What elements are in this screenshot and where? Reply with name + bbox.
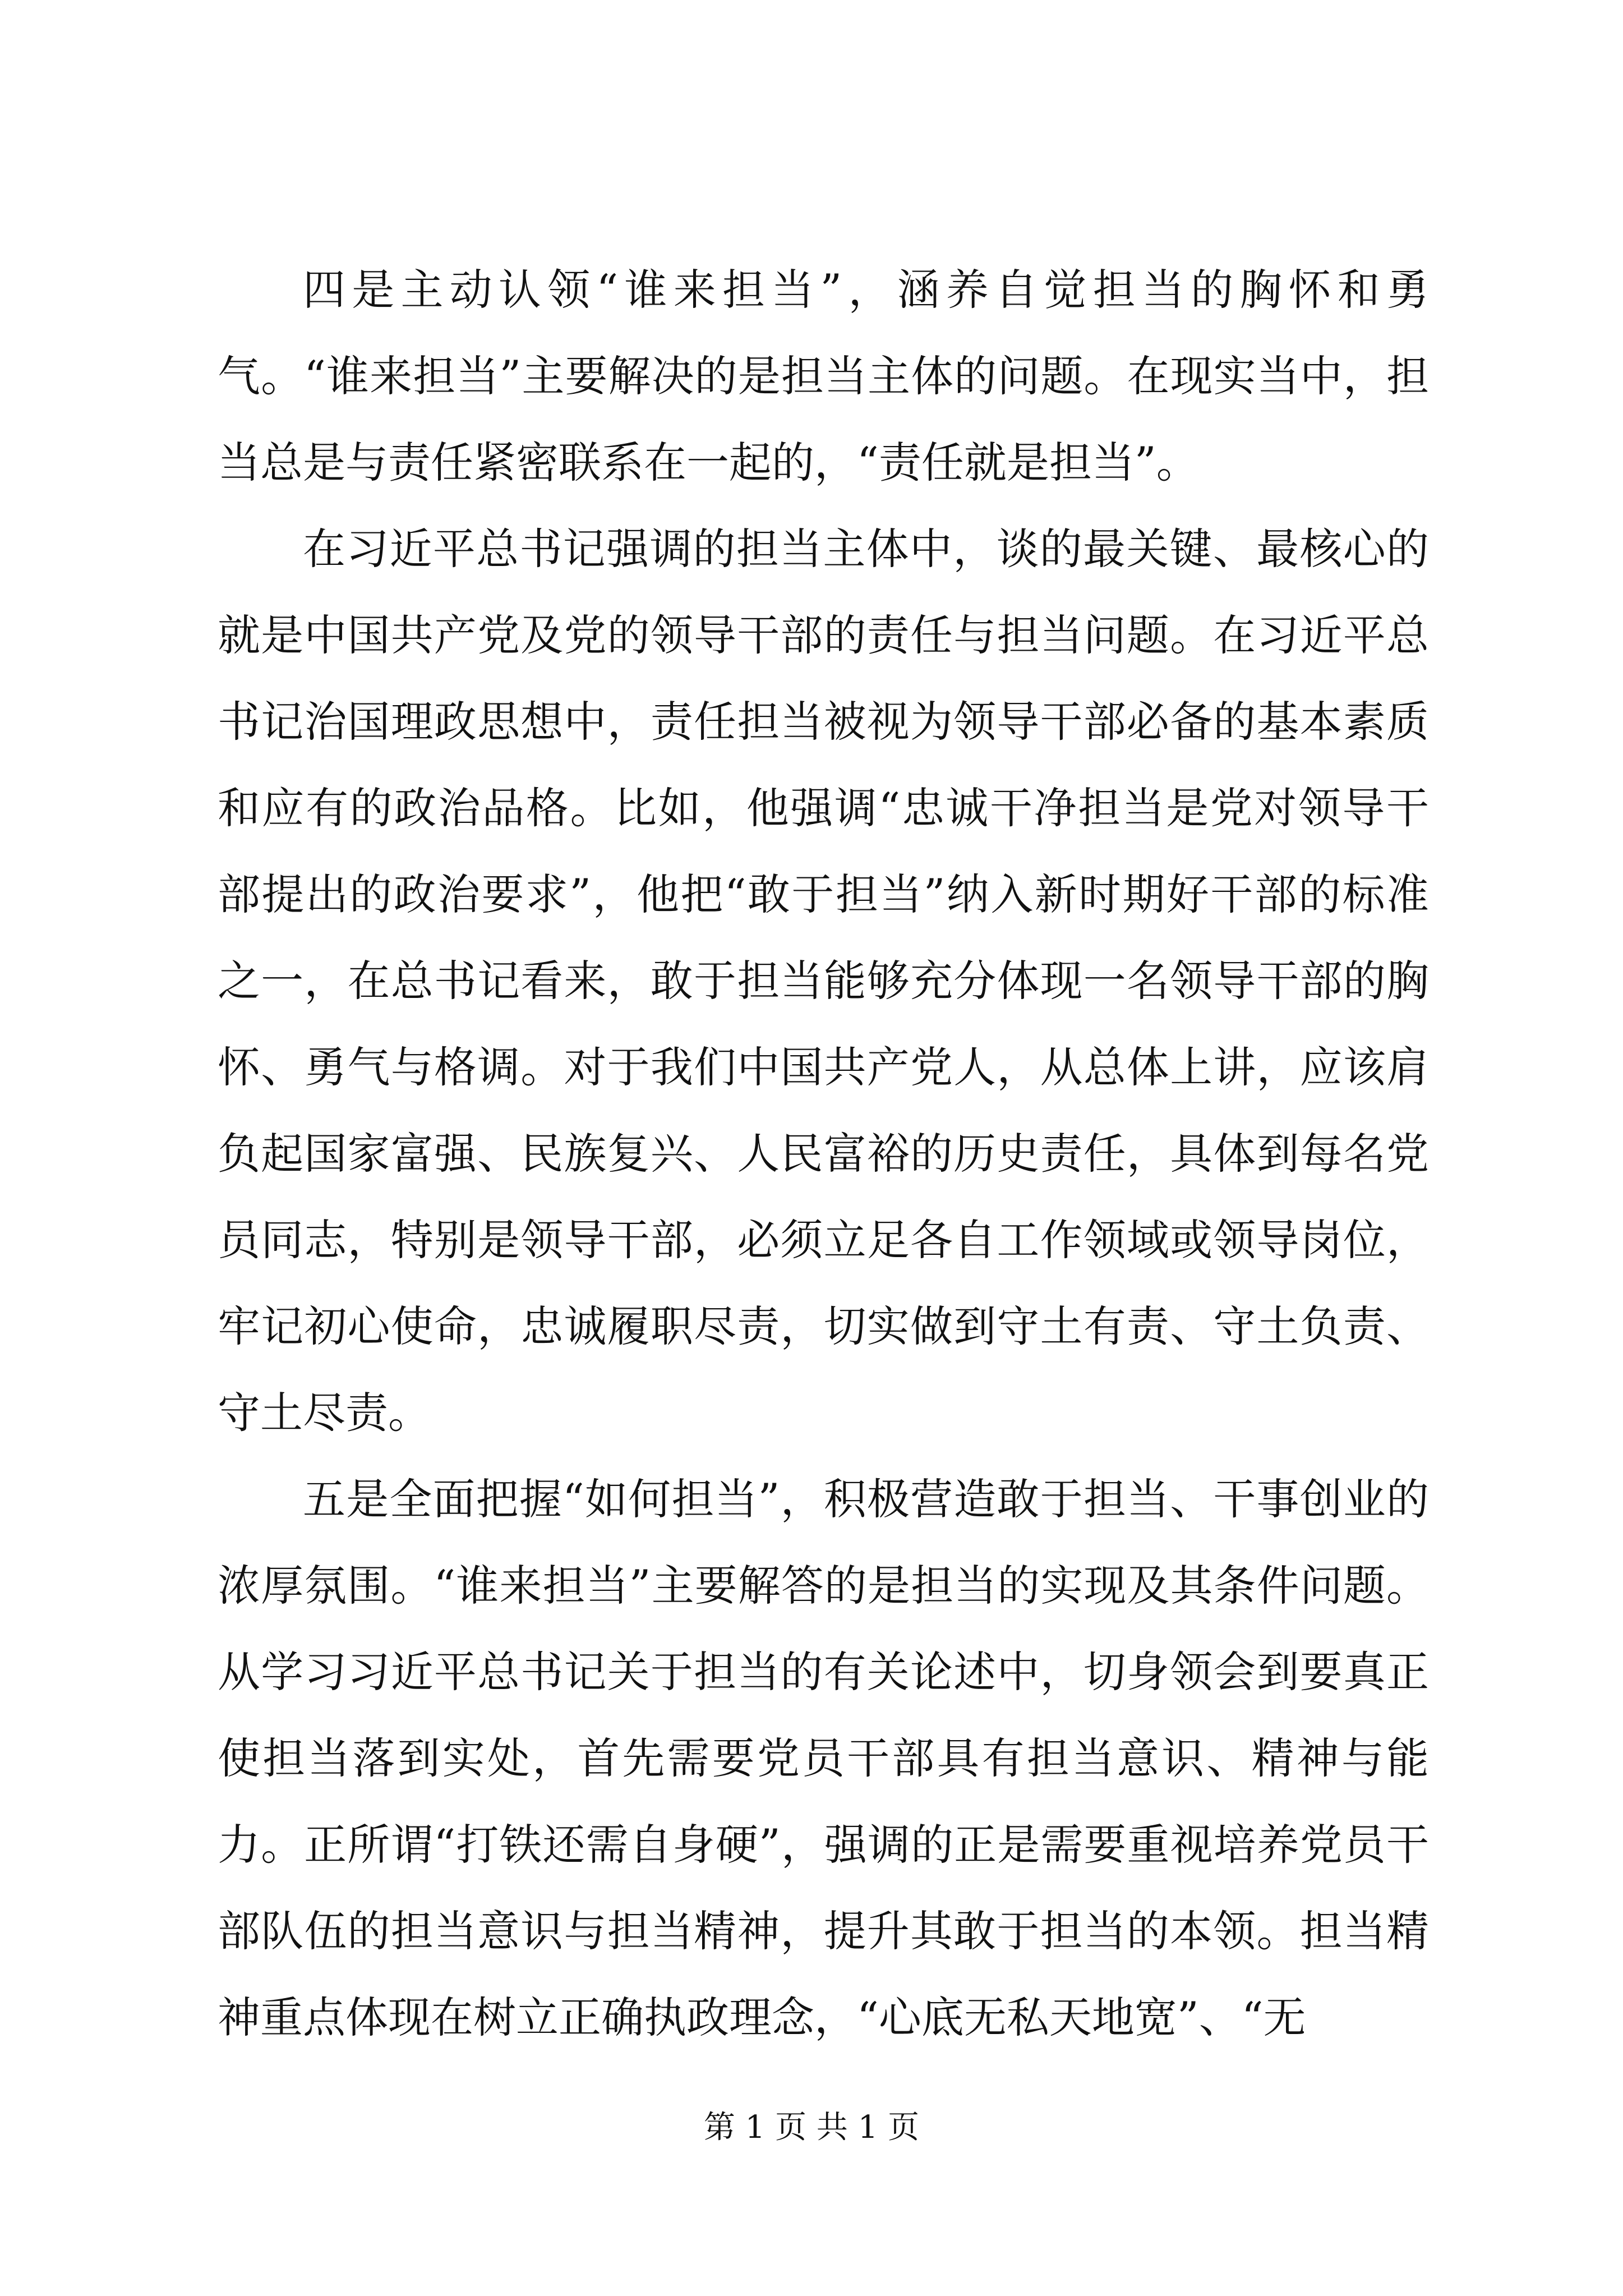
page-footer: 第 1 页 共 1 页 [703,2109,920,2146]
paragraph-1: 四是主动认领“谁来担当”，涵养自觉担当的胸怀和勇气。“谁来担当”主要解决的是担当主体的问题。在现实当中，担当总是与责任紧密联系在一起的，“责任就是担当”。 [218,265,1429,487]
paragraph-2: 在习近平总书记强调的担当主体中，谈的最关键、最核心的就是中国共产党及党的领导干部的责任与担当问题。在习近平总书记治国理政思想中，责任担当被视为领导干部必备的基本素质和应有的政治品格。比如，他强调“忠诚干净担当是党对领导干部提出的政治要求”，他把“敢于担当”纳入新时期好干部的标准之一，在总书记看来，敢于担当能够充分体现一名领导干部的胸怀、勇气与格调。对于我们中国共产党人，从总体上讲，应该肩负起国家富强、民族复兴、人民富裕的历史责任，具体到每名党员同志，特别是领导干部，必须立足各自工作领域或领导岗位，牢记初心使命，忠诚履职尽责，切实做到守土有责、守土负责、守土尽责。 [218,524,1429,1438]
document-body [218,247,1429,2061]
paragraph-3: 五是全面把握“如何担当”，积极营造敢于担当、干事创业的浓厚氛围。“谁来担当”主要解答的是担当的实现及其条件问题。从学习习近平总书记关于担当的有关论述中，切身领会到要真正使担当落到实处，首先需要党员干部具有担当意识、精神与能力。正所谓“打铁还需自身硬”，强调的正是需要重视培养党员干部队伍的担当意识与担当精神，提升其敢于担当的本领。担当精神重点体现在树立正确执政理念，“心底无私天地宽”、“无 [218,1474,1429,2042]
